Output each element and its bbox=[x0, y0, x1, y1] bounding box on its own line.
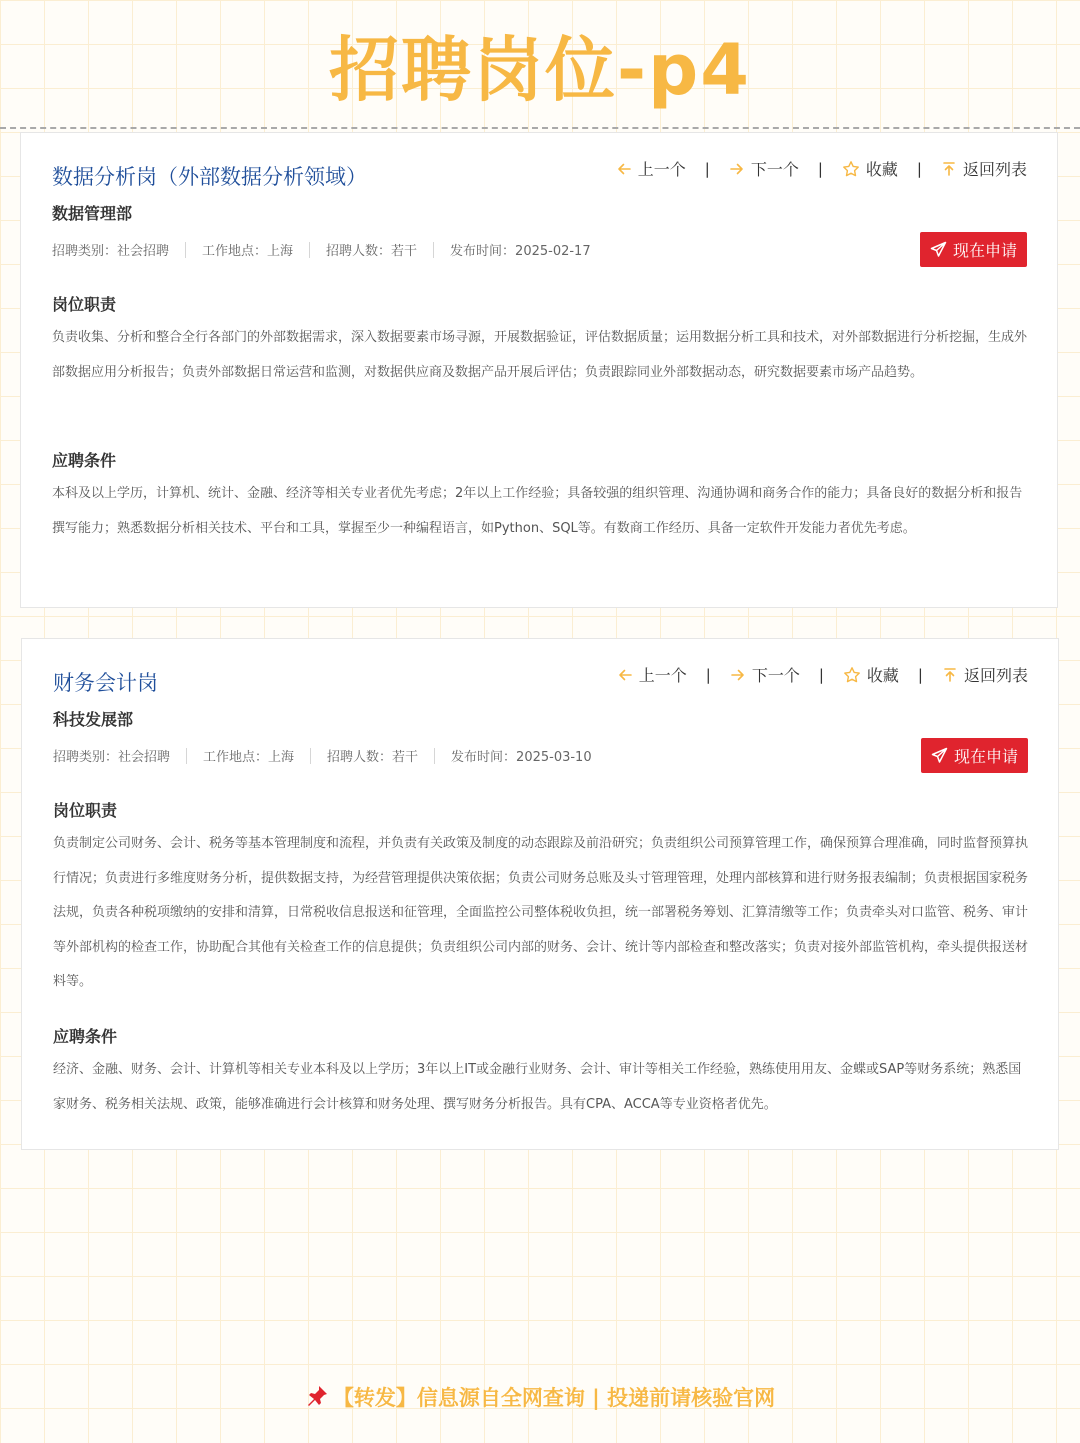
prev-button[interactable] bbox=[616, 157, 686, 180]
favorite-button[interactable] bbox=[842, 157, 898, 180]
job-category: 招聘类别：社会招聘 bbox=[52, 244, 170, 259]
meta-divider bbox=[434, 748, 435, 764]
meta-divider bbox=[309, 242, 310, 258]
pushpin-icon bbox=[305, 1384, 329, 1408]
next-label: 下一个 bbox=[751, 666, 800, 685]
nav-separator: | bbox=[704, 159, 710, 178]
duty-heading: 岗位职责 bbox=[53, 801, 118, 820]
meta-divider bbox=[185, 242, 186, 258]
next-button[interactable] bbox=[729, 157, 799, 180]
nav-separator: | bbox=[917, 665, 923, 684]
footer-note bbox=[0, 1382, 1080, 1412]
requirements-text: 经济、金融、财务、会计、计算机等相关专业本科及以上学历；3年以上IT或金融行业财务、会计、审计等相关工作经验，熟练使用用友、金蝶或SAP等财务系统；熟悉国家财务、税务相关法规、政策，能够准确进行会计核算和财务处理、撰写财务分析报告。具有CPA、ACCA等专业资格者优先。 bbox=[53, 1062, 1022, 1112]
star-icon bbox=[842, 160, 860, 178]
favorite-button[interactable] bbox=[843, 663, 899, 686]
meta-divider bbox=[186, 748, 187, 764]
arrow-right-icon bbox=[729, 161, 745, 177]
star-icon bbox=[843, 666, 861, 684]
nav-separator: | bbox=[817, 159, 823, 178]
apply-button[interactable] bbox=[920, 232, 1027, 267]
back-to-list-button[interactable] bbox=[942, 663, 1028, 686]
back-to-list-button[interactable] bbox=[941, 157, 1027, 180]
job-department: 数据管理部 bbox=[52, 204, 133, 223]
job-publish-date: 发布时间：2025-03-10 bbox=[451, 750, 592, 765]
apply-label: 现在申请 bbox=[953, 747, 1018, 766]
paper-plane-icon bbox=[930, 241, 947, 258]
next-button[interactable] bbox=[730, 663, 800, 686]
next-label: 下一个 bbox=[750, 160, 799, 179]
duty-text: 负责制定公司财务、会计、税务等基本管理制度和流程，并负责有关政策及制度的动态跟踪及前沿研究；负责组织公司预算管理工作，确保预算合理准确，同时监督预算执行情况；负责进行多维度财务分析，提供数据支持，为经营管理提供决策依据；负责公司财务总账及头寸管理管理，处理内部核算和进行财务报表编制；负责根据国家税务法规，负责各种税项缴纳的安排和清算，日常税收信息报送和征管理，全面监控公司整体税收负担，统一部署税务筹划、汇算清缴等工作；负责牵头对口监管、税务、审计等外部机构的检查工作，协助配合其他有关检查工作的信息提供；负责组织公司内部的财务、会计、统计等内部检查和整改落实；负责对接外部监管机构，牵头提供报送材料等。 bbox=[53, 836, 1029, 990]
job-headcount: 招聘人数：若干 bbox=[326, 244, 418, 259]
prev-button[interactable] bbox=[617, 663, 687, 686]
job-publish-date: 发布时间：2025-02-17 bbox=[450, 244, 591, 259]
arrow-up-to-top-icon bbox=[941, 161, 957, 177]
job-title[interactable]: 财务会计岗 bbox=[53, 671, 158, 695]
arrow-left-icon bbox=[616, 161, 632, 177]
job-nav bbox=[616, 157, 1027, 180]
job-card bbox=[21, 638, 1059, 1150]
job-category: 招聘类别：社会招聘 bbox=[53, 750, 171, 765]
favorite-label: 收藏 bbox=[866, 666, 899, 685]
footer-text: 【转发】信息源自全网查询 | 投递前请核验官网 bbox=[332, 1386, 776, 1410]
favorite-label: 收藏 bbox=[865, 160, 898, 179]
nav-separator: | bbox=[818, 665, 824, 684]
apply-button[interactable] bbox=[921, 738, 1028, 773]
divider bbox=[0, 127, 1080, 129]
prev-label: 上一个 bbox=[638, 666, 687, 685]
arrow-right-icon bbox=[730, 667, 746, 683]
job-department: 科技发展部 bbox=[53, 710, 134, 729]
duty-text: 负责收集、分析和整合全行各部门的外部数据需求，深入数据要素市场寻源，开展数据验证，评估数据质量；运用数据分析工具和技术，对外部数据进行分析挖掘，生成外部数据应用分析报告；负责外部数据日常运营和监测，对数据供应商及数据产品开展后评估；负责跟踪同业外部数据动态，研究数据要素市场产品趋势。 bbox=[52, 330, 1028, 380]
paper-plane-icon bbox=[931, 747, 948, 764]
duty-heading: 岗位职责 bbox=[52, 295, 117, 314]
back-label: 返回列表 bbox=[962, 160, 1027, 179]
job-title[interactable]: 数据分析岗（外部数据分析领域） bbox=[52, 165, 367, 189]
back-label: 返回列表 bbox=[963, 666, 1028, 685]
requirements-heading: 应聘条件 bbox=[53, 1027, 118, 1046]
job-card bbox=[20, 132, 1058, 608]
nav-separator: | bbox=[705, 665, 711, 684]
job-location: 工作地点：上海 bbox=[202, 244, 294, 259]
arrow-left-icon bbox=[617, 667, 633, 683]
arrow-up-to-top-icon bbox=[942, 667, 958, 683]
requirements-heading: 应聘条件 bbox=[52, 451, 117, 470]
job-meta bbox=[53, 746, 592, 765]
apply-label: 现在申请 bbox=[952, 241, 1017, 260]
nav-separator: | bbox=[916, 159, 922, 178]
meta-divider bbox=[310, 748, 311, 764]
meta-divider bbox=[433, 242, 434, 258]
job-headcount: 招聘人数：若干 bbox=[327, 750, 419, 765]
job-location: 工作地点：上海 bbox=[203, 750, 295, 765]
job-meta bbox=[52, 240, 591, 259]
requirements-text: 本科及以上学历，计算机、统计、金融、经济等相关专业者优先考虑；2年以上工作经验；具备较强的组织管理、沟通协调和商务合作的能力；具备良好的数据分析和报告撰写能力；熟悉数据分析相关技术、平台和工具，掌握至少一种编程语言，如Python、SQL等。有数商工作经历、具备一定软件开发能力者优先考虑。 bbox=[52, 486, 1023, 536]
page-title: 招聘岗位-p4 bbox=[329, 29, 751, 111]
prev-label: 上一个 bbox=[637, 160, 686, 179]
job-nav bbox=[617, 663, 1028, 686]
